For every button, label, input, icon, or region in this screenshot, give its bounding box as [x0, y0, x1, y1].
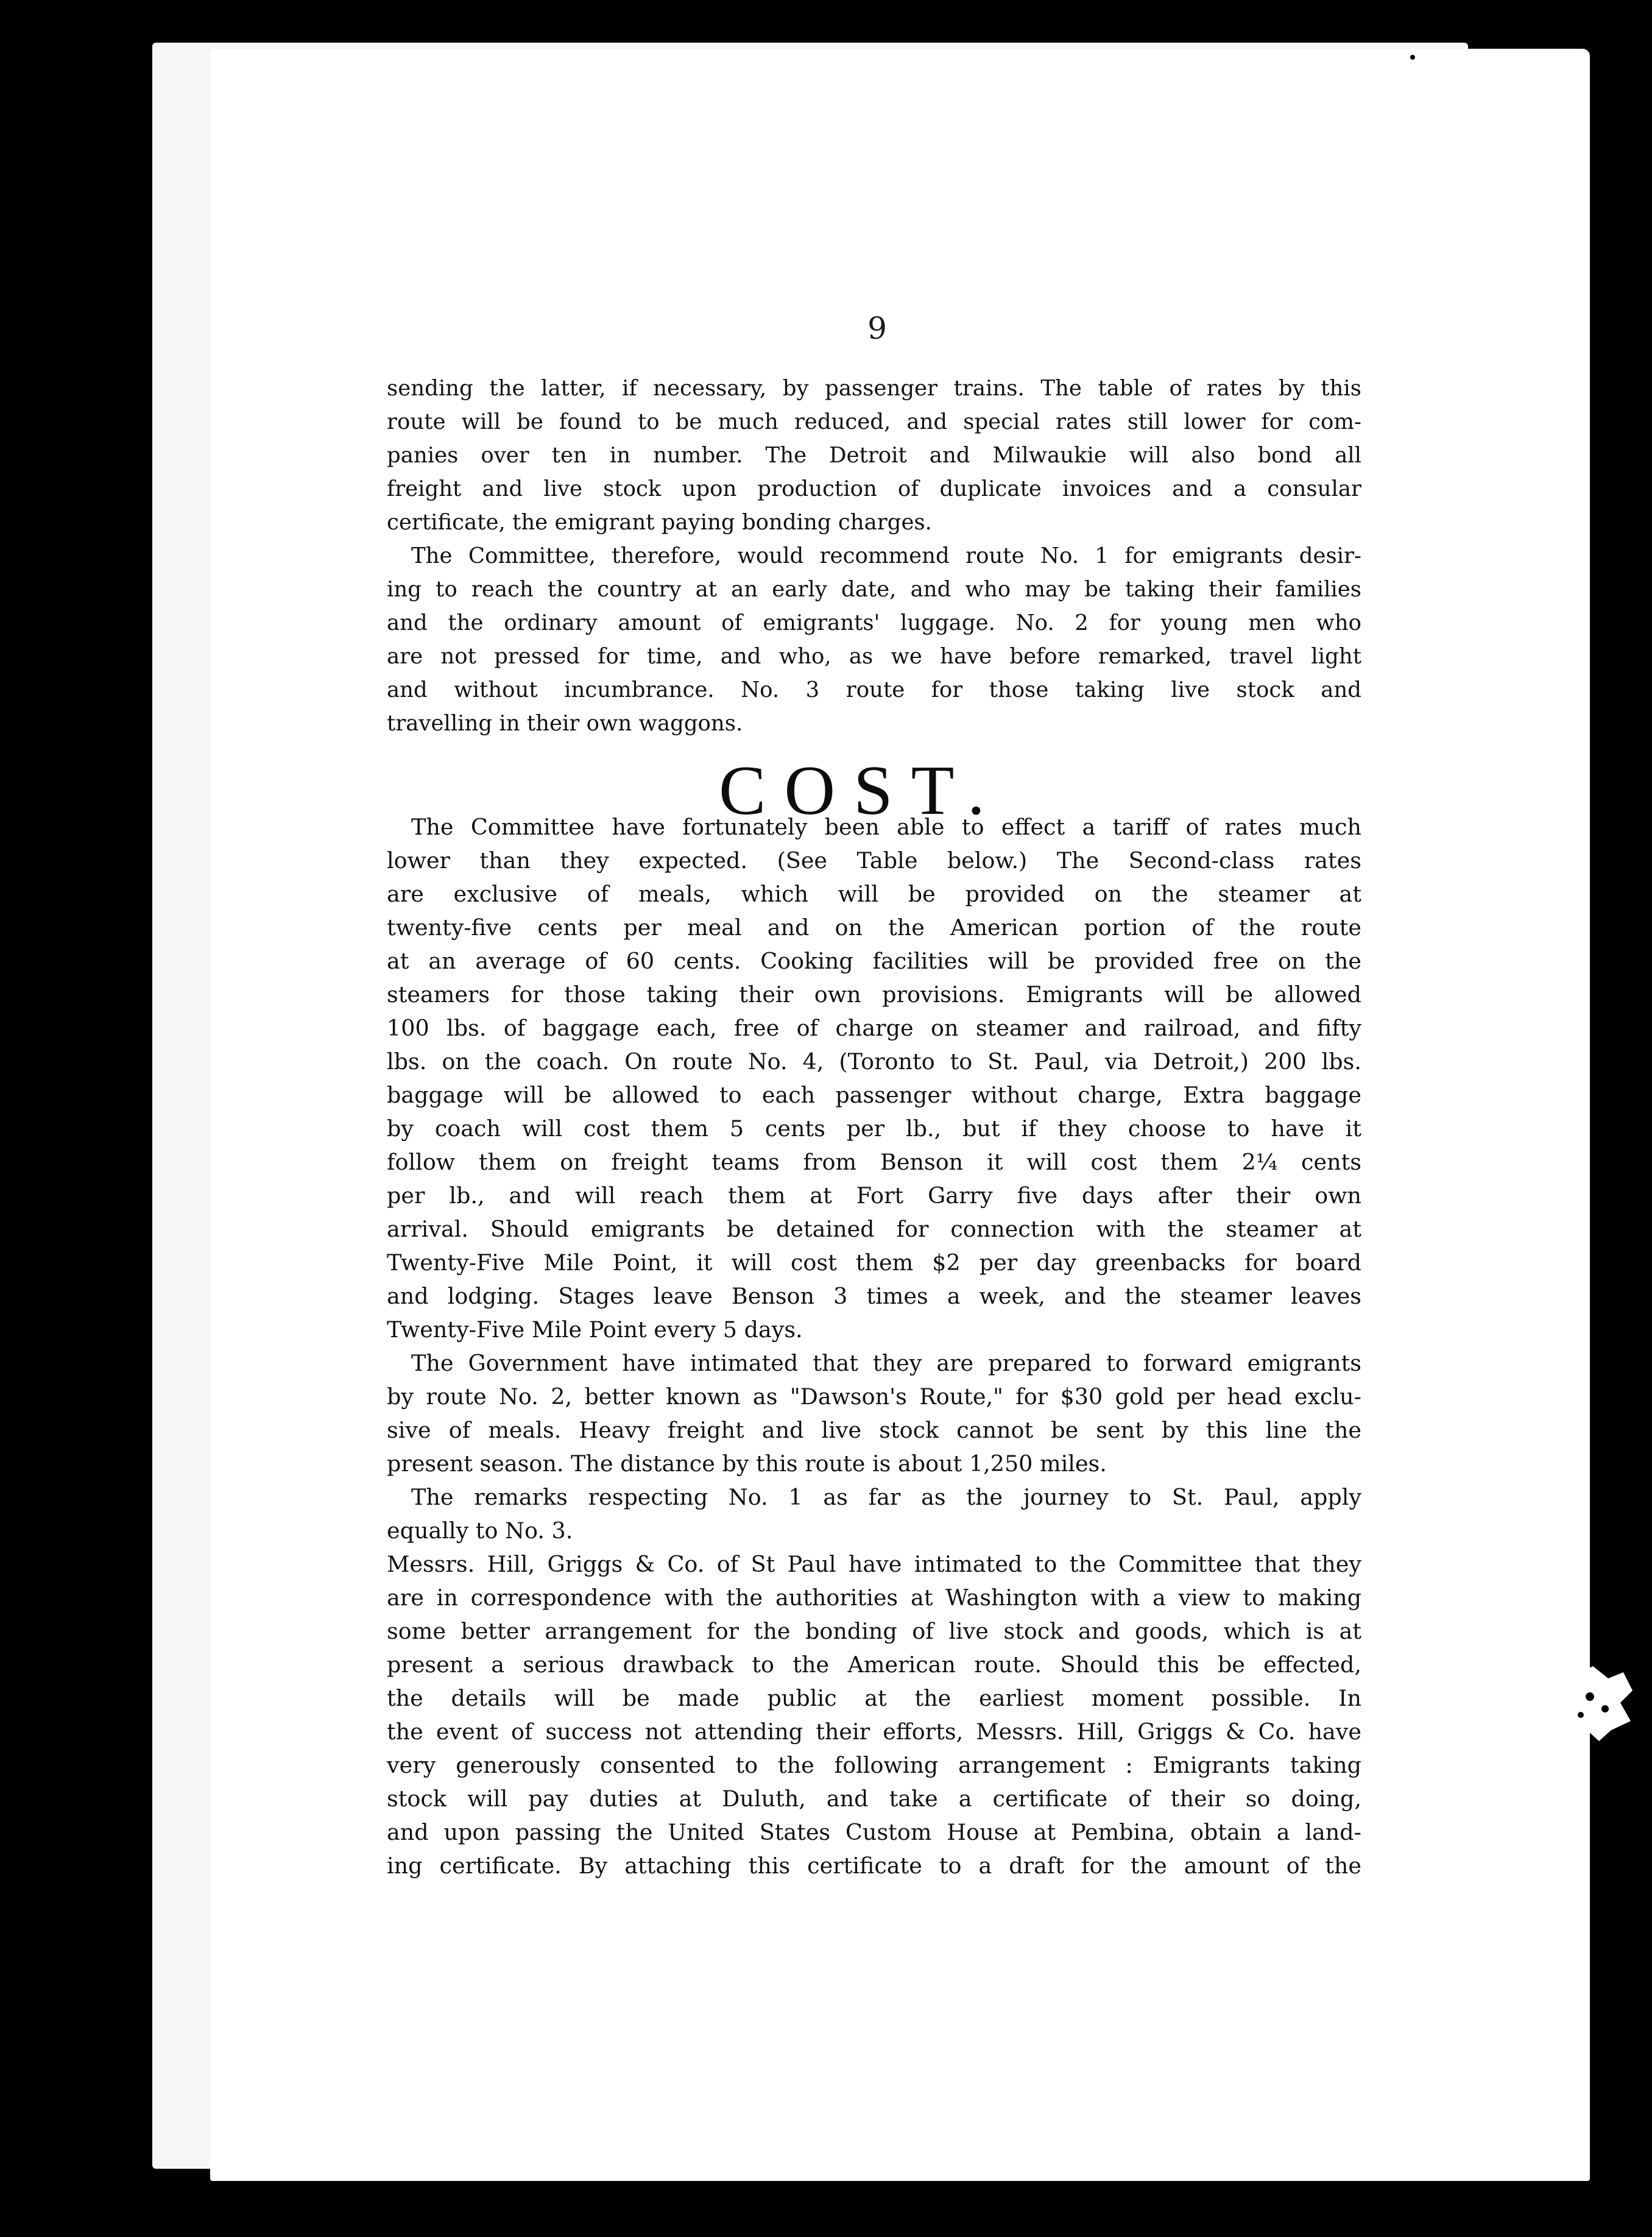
text-line: certificate, the emigrant paying bonding charges. [387, 510, 932, 535]
text-line: sending the latter, if necessary, by passenger trains. The table of rates by this [387, 376, 1361, 401]
text-line: some better arrangement for the bonding of live stock and goods, which is at [387, 1618, 1361, 1644]
scan-speck [1614, 73, 1620, 79]
text-line: Messrs. Hill, Griggs & Co. of St Paul have intimated to the Committee that they [387, 1551, 1361, 1577]
text-line: sive of meals. Heavy freight and live stock cannot be sent by this line the [387, 1417, 1361, 1443]
text-line: 100 lbs. of baggage each, free of charge on steamer and railroad, and fifty [387, 1015, 1361, 1041]
text-line: panies over ten in number. The Detroit and Milwaukie will also bond all [387, 443, 1361, 468]
text-line: freight and live stock upon production of duplicate invoices and a consular [387, 476, 1361, 501]
text-line: present a serious drawback to the American route. Should this be effected, [387, 1652, 1361, 1678]
text-line: and the ordinary amount of emigrants' luggage. No. 2 for young men who [387, 610, 1361, 635]
text-line: route will be found to be much reduced, and special rates still lower for com- [387, 409, 1361, 434]
text-line: by coach will cost them 5 cents per lb., but if they choose to have it [387, 1115, 1361, 1142]
text-line: equally to No. 3. [387, 1518, 573, 1544]
text-line: by route No. 2, better known as "Dawson's Route," for $30 gold per head exclu- [387, 1384, 1361, 1410]
text-line: present season. The distance by this route is about 1,250 miles. [387, 1451, 1107, 1477]
text-line: follow them on freight teams from Benson it will cost them 2¼ cents [387, 1149, 1361, 1175]
text-line: and without incumbrance. No. 3 route for those taking live stock and [387, 677, 1361, 702]
text-line: very generously consented to the following arrangement : Emigrants taking [387, 1752, 1361, 1778]
scan-speck [1617, 1048, 1623, 1053]
scan-speck [1611, 213, 1617, 219]
paragraph-block-cost [387, 810, 1361, 1882]
text-line: lbs. on the coach. On route No. 4, (Toronto to St. Paul, via Detroit,) 200 lbs. [387, 1048, 1361, 1075]
text-line: the details will be made public at the earliest moment possible. In [387, 1685, 1361, 1711]
text-line: The Government have intimated that they are prepared to forward emigrants [411, 1350, 1361, 1376]
text-line: stock will pay duties at Duluth, and take a certificate of their so doing, [387, 1786, 1361, 1812]
section-heading-cost: COST. [719, 752, 1003, 830]
text-line: the event of success not attending their efforts, Messrs. Hill, Griggs & Co. have [387, 1719, 1361, 1745]
text-line: Twenty-Five Mile Point every 5 days. [387, 1316, 803, 1343]
paragraph-block-routes [387, 372, 1361, 740]
text-line: and upon passing the United States Custom House at Pembina, obtain a land- [387, 1819, 1361, 1845]
text-line: Twenty-Five Mile Point, it will cost them $2 per day greenbacks for board [387, 1249, 1361, 1276]
text-line: at an average of 60 cents. Cooking facilities will be provided free on the [387, 948, 1361, 974]
text-line: arrival. Should emigrants be detained for connection with the steamer at [387, 1216, 1361, 1242]
text-line: The remarks respecting No. 1 as far as the journey to St. Paul, apply [411, 1484, 1361, 1510]
text-line: baggage will be allowed to each passenger without charge, Extra baggage [387, 1082, 1361, 1108]
page-number: 9 [867, 311, 887, 346]
text-line: steamers for those taking their own provisions. Emigrants will be allowed [387, 981, 1361, 1008]
text-line: are exclusive of meals, which will be provided on the steamer at [387, 881, 1361, 907]
scan-speck [1410, 55, 1415, 60]
text-line: ing to reach the country at an early date, and who may be taking their families [387, 577, 1361, 602]
text-line: per lb., and will reach them at Fort Garry five days after their own [387, 1182, 1361, 1209]
text-line: and lodging. Stages leave Benson 3 times a week, and the steamer leaves [387, 1283, 1361, 1309]
text-line: are not pressed for time, and who, as we have before remarked, travel light [387, 644, 1361, 669]
ink-blot [1556, 1663, 1636, 1742]
text-line: lower than they expected. (See Table below.) The Second-class rates [387, 847, 1361, 874]
text-line: The Committee have fortunately been able to effect a tariff of rates much [411, 814, 1361, 840]
text-line: The Committee, therefore, would recommend route No. 1 for emigrants desir- [411, 543, 1361, 568]
text-line: ing certificate. By attaching this certificate to a draft for the amount of the [387, 1853, 1361, 1879]
text-line: travelling in their own waggons. [387, 711, 743, 736]
text-line: twenty-five cents per meal and on the American portion of the route [387, 914, 1361, 941]
text-line: are in correspondence with the authorities at Washington with a view to making [387, 1585, 1361, 1611]
